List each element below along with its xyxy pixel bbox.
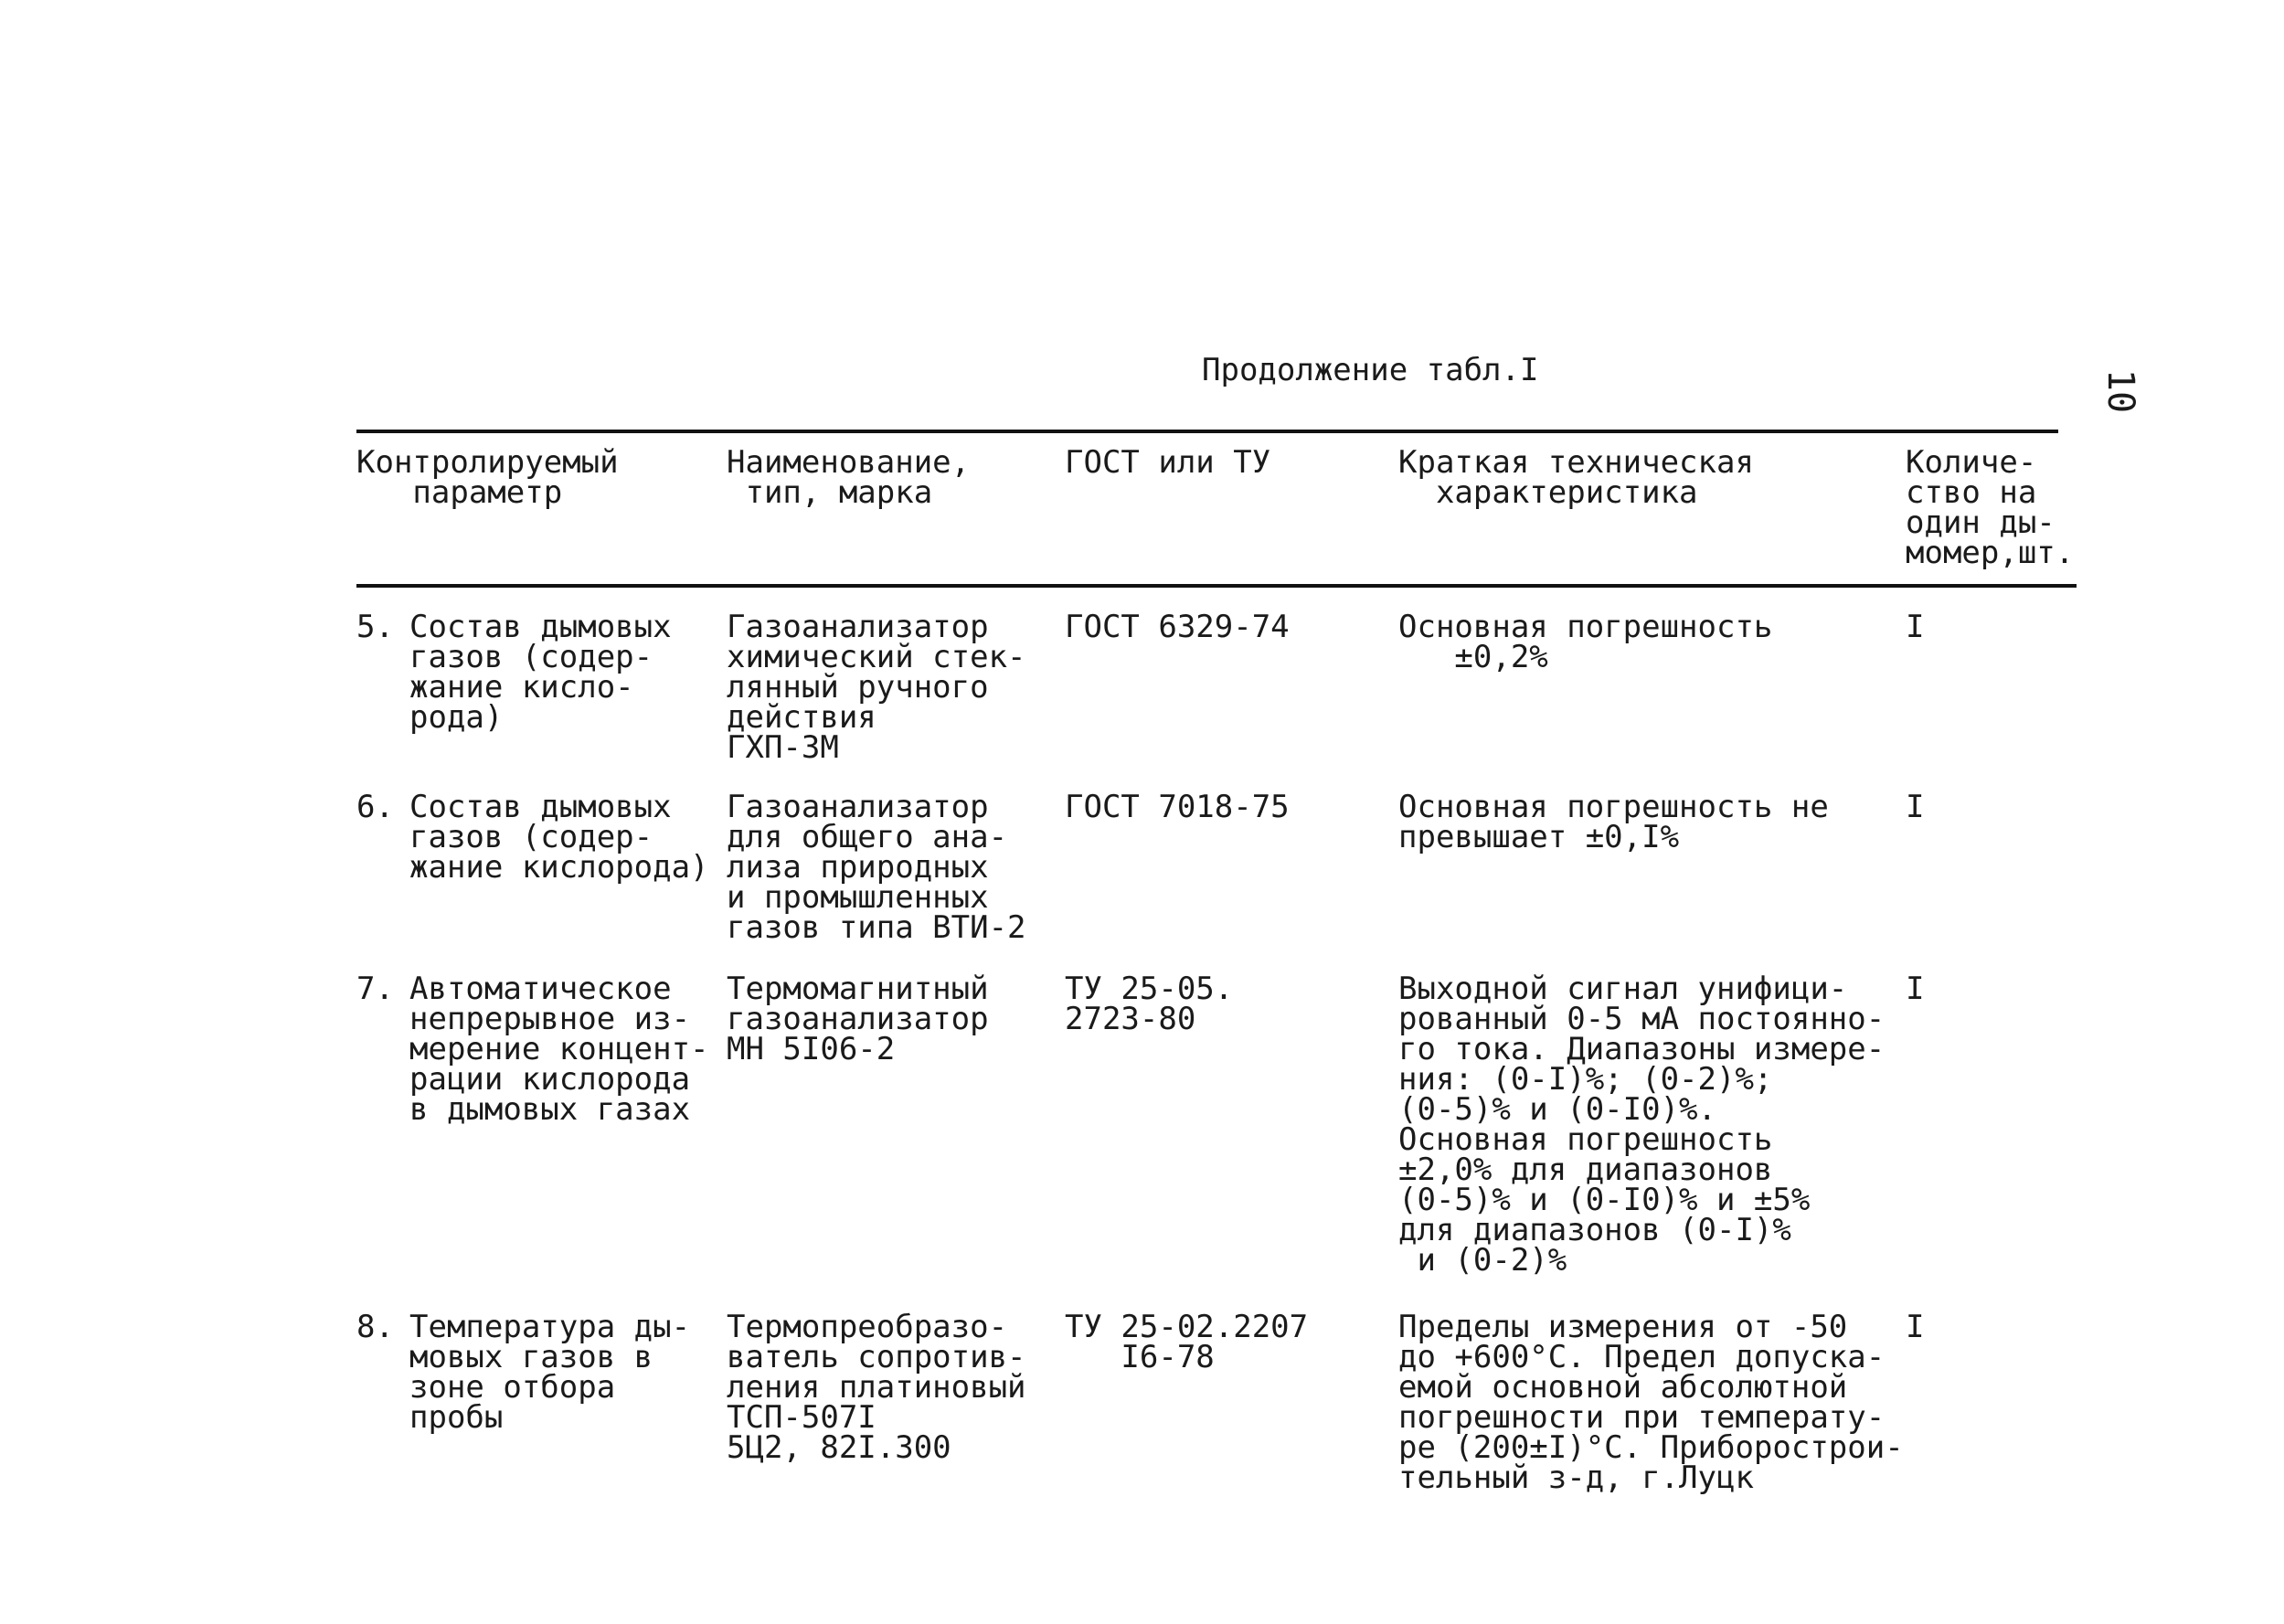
cell-line: пробы: [409, 1399, 504, 1436]
cell-line: для диапазонов (0-I)%: [1398, 1212, 1791, 1248]
cell-line: Термопреобразо-: [727, 1309, 1008, 1345]
cell-parameter: [409, 1309, 711, 1436]
cell-line: погрешности при температу-: [1398, 1399, 1886, 1436]
cell-line: Основная погрешность: [1398, 1121, 1773, 1158]
cell-line: рода): [409, 699, 504, 736]
header-quantity: [1906, 444, 2088, 571]
cell-line: превышает ±0,I%: [1398, 819, 1680, 855]
cell-line: ватель сопротив-: [727, 1339, 1026, 1375]
header-name-type: [727, 444, 1046, 511]
cell-line: до +600°С. Предел допуска-: [1398, 1339, 1886, 1375]
cell-line: газов (содер-: [409, 819, 653, 855]
cell-line: ±2,0% для диапазонов: [1398, 1152, 1773, 1188]
table-header-rule: [356, 584, 2077, 588]
cell-line: ТУ 25-02.2207: [1065, 1309, 1309, 1345]
cell-characteristics: [1398, 971, 1910, 1279]
cell-parameter: [409, 609, 711, 736]
cell-line: газоанализатор: [727, 1001, 989, 1037]
cell-line: и промышленных: [727, 879, 989, 916]
row-number: 8.: [356, 1309, 394, 1345]
header-line: Количе-: [1906, 444, 2037, 481]
cell-line: Газоанализатор: [727, 789, 989, 825]
cell-quantity: I: [1906, 789, 1925, 825]
header-line: ГОСТ или ТУ: [1065, 444, 1271, 481]
cell-line: в дымовых газах: [409, 1091, 691, 1128]
cell-quantity: I: [1906, 609, 1925, 645]
cell-line: тельный з-д, г.Луцк: [1398, 1459, 1754, 1496]
cell-quantity: I: [1906, 1309, 1925, 1345]
cell-line: ления платиновый: [727, 1369, 1026, 1406]
cell-line: ГОСТ 6329-74: [1065, 609, 1290, 645]
header-characteristics: [1398, 444, 1910, 511]
cell-line: Автоматическое: [409, 971, 672, 1007]
cell-line: Термомагнитный: [727, 971, 989, 1007]
cell-line: мерение концент-: [409, 1031, 709, 1067]
cell-line: жание кислорода): [409, 849, 709, 886]
cell-line: МН 5I06-2: [727, 1031, 896, 1067]
header-gost: [1065, 444, 1376, 481]
cell-line: ГХП-3М: [727, 729, 839, 766]
cell-line: мовых газов в: [409, 1339, 653, 1375]
cell-line: рации кислорода: [409, 1061, 691, 1098]
cell-line: лиза природных: [727, 849, 989, 886]
header-line: Наименование,: [727, 444, 971, 481]
header-line: момер,шт.: [1906, 535, 2075, 571]
cell-quantity: I: [1906, 971, 1925, 1007]
header-line: Контролируемый: [356, 444, 619, 481]
cell-line: Основная погрешность не: [1398, 789, 1829, 825]
cell-line: го тока. Диапазоны измере-: [1398, 1031, 1886, 1067]
cell-line: Температура ды-: [409, 1309, 691, 1345]
cell-gost: [1065, 1309, 1376, 1375]
header-line: один ды-: [1906, 504, 2056, 541]
cell-line: (0-5)% и (0-I0)%.: [1398, 1091, 1716, 1128]
cell-line: зоне отбора: [409, 1369, 616, 1406]
cell-line: непрерывное из-: [409, 1001, 691, 1037]
cell-name-type: [727, 609, 1046, 766]
header-parameter: [356, 444, 619, 511]
row-number: 5.: [356, 609, 394, 645]
row-number: 7.: [356, 971, 394, 1007]
cell-line: Газоанализатор: [727, 609, 989, 645]
cell-line: 2723-80: [1065, 1001, 1196, 1037]
table-caption: Продолжение табл.I: [1202, 352, 1539, 388]
cell-characteristics: [1398, 789, 1910, 855]
header-line: характеристика: [1398, 474, 1698, 511]
cell-name-type: [727, 971, 1046, 1067]
cell-line: газов (содер-: [409, 639, 653, 675]
cell-line: (0-5)% и (0-I0)% и ±5%: [1398, 1182, 1811, 1218]
cell-name-type: [727, 1309, 1046, 1466]
cell-line: I6-78: [1065, 1339, 1215, 1375]
header-line: ство на: [1906, 474, 2037, 511]
cell-line: Пределы измерения от -50: [1398, 1309, 1848, 1345]
cell-line: химический стек-: [727, 639, 1026, 675]
cell-line: ТУ 25-05.: [1065, 971, 1234, 1007]
cell-line: Основная погрешность: [1398, 609, 1773, 645]
cell-gost: [1065, 609, 1376, 645]
cell-line: ГОСТ 7018-75: [1065, 789, 1290, 825]
cell-line: 5Ц2, 82I.300: [727, 1429, 951, 1466]
cell-gost: [1065, 971, 1376, 1037]
cell-line: Состав дымовых: [409, 609, 672, 645]
cell-line: ния: (0-I)%; (0-2)%;: [1398, 1061, 1773, 1098]
cell-line: ре (200±I)°С. Приборострои-: [1398, 1429, 1904, 1466]
cell-line: газов типа ВТИ-2: [727, 909, 1026, 946]
cell-parameter: [409, 971, 711, 1128]
page-number: 10: [2099, 368, 2141, 414]
cell-line: и (0-2)%: [1398, 1242, 1567, 1279]
cell-parameter: [409, 789, 711, 886]
cell-characteristics: [1398, 1309, 1910, 1496]
header-line: Краткая техническая: [1398, 444, 1754, 481]
cell-name-type: [727, 789, 1046, 946]
cell-line: рованный 0-5 мА постоянно-: [1398, 1001, 1886, 1037]
cell-gost: [1065, 789, 1376, 825]
cell-line: лянный ручного: [727, 669, 989, 706]
row-number: 6.: [356, 789, 394, 825]
header-line: параметр: [356, 474, 563, 511]
cell-line: ±0,2%: [1398, 639, 1548, 675]
table-top-rule: [356, 430, 2058, 433]
cell-line: Состав дымовых: [409, 789, 672, 825]
cell-line: действия: [727, 699, 876, 736]
header-line: тип, марка: [727, 474, 933, 511]
cell-line: Выходной сигнал унифици-: [1398, 971, 1848, 1007]
cell-line: ТСП-507I: [727, 1399, 876, 1436]
cell-line: жание кисло-: [409, 669, 634, 706]
cell-line: для общего ана-: [727, 819, 1008, 855]
cell-characteristics: [1398, 609, 1910, 675]
cell-line: емой основной абсолютной: [1398, 1369, 1848, 1406]
